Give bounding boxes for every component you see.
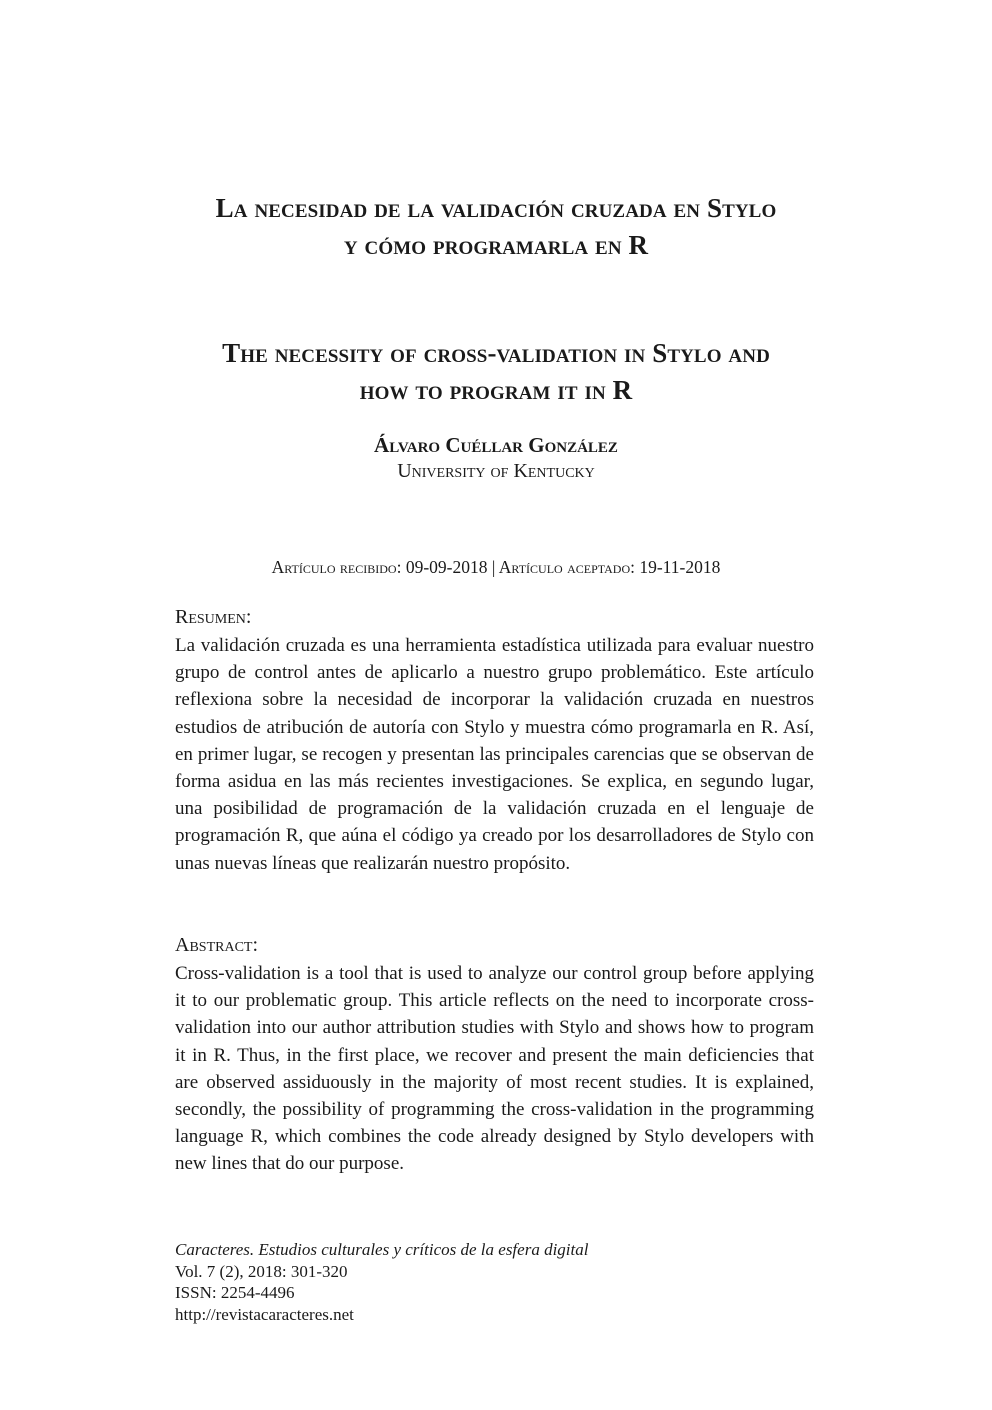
resumen-section	[175, 603, 814, 877]
resumen-heading: Resumen:	[175, 606, 252, 628]
english-title	[140, 335, 852, 409]
spanish-title-line-1: La necesidad de la validación cruzada en Stylo	[215, 193, 777, 223]
abstract-heading: Abstract:	[175, 934, 259, 956]
journal-footer	[175, 1239, 815, 1325]
article-dates: Artículo recibido: 09-09-2018 | Artículo aceptado: 19-11-2018	[271, 557, 721, 577]
journal-issn: ISSN: 2254-4496	[175, 1283, 295, 1302]
author-affiliation: University of Kentucky	[397, 460, 595, 482]
spanish-title-line-2: y cómo programarla en R	[343, 230, 649, 260]
journal-url[interactable]: http://revistacaracteres.net	[175, 1304, 354, 1324]
spanish-title	[140, 190, 852, 264]
journal-name: Caracteres. Estudios culturales y críticos de la esfera digital	[175, 1240, 589, 1259]
resumen-text: La validación cruzada es una herramienta estadística utilizada para evaluar nuestro grupo de control antes de aplicarlo a nuestro grupo problemático. Este artículo reflexiona sobre la necesidad de incorporar la validación cruzada en nuestros estudios de atribución de autoría con Stylo y muestra cómo programarla en R. Así, en primer lugar, se recogen y presentan las principales carencias que se observan de forma asidua en las más recientes investigaciones. Se explica, en segundo lugar, una posibilidad de programación de la validación cruzada en el lenguaje de programación R, que aúna el código ya creado por los desarrolladores de Stylo con unas nuevas líneas que realizarán nuestro propósito.	[175, 635, 814, 874]
journal-volume: Vol. 7 (2), 2018: 301-320	[175, 1261, 348, 1281]
english-title-line-1: The necessity of cross-validation in Stylo and	[222, 338, 770, 368]
abstract-text: Cross-validation is a tool that is used to analyze our control group before applying it to our problematic group. This article reflects on the need to incorporate cross-validation into our author attribution studies with Stylo and shows how to program it in R. Thus, in the first place, we recover and present the main deficiencies that are observed assiduously in the majority of most recent studies. It is explained, secondly, the possibility of programming the cross-validation in the programming language R, which combines the code already designed by Stylo developers with new lines that do our purpose.	[175, 963, 814, 1175]
english-title-line-2: how to program it in R	[359, 375, 633, 405]
author-block	[140, 432, 852, 484]
abstract-section	[175, 931, 814, 1178]
author-name: Álvaro Cuéllar González	[374, 433, 618, 457]
